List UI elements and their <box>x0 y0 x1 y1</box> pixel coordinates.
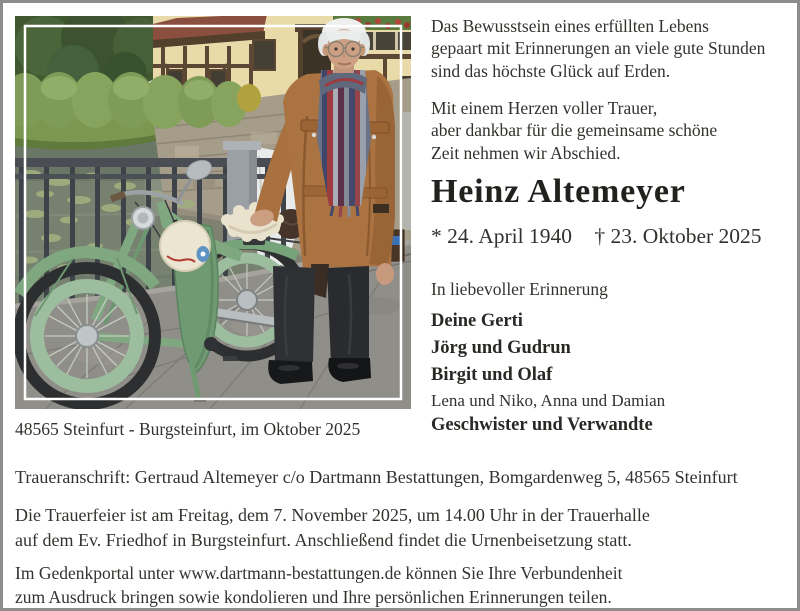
mourner-line: Jörg und Gudrun <box>431 338 571 358</box>
funeral-service-info <box>15 503 650 553</box>
memorial-portal-info <box>15 561 622 609</box>
place-date-caption: 48565 Steinfurt - Burgsteinfurt, im Oktober 2025 <box>15 419 361 439</box>
epigraph-line: gepaart mit Erinnerungen an viele gute Stunden <box>431 38 766 59</box>
trouser-leg <box>273 266 315 366</box>
service-line: auf dem Ev. Friedhof in Burgsteinfurt. Anschließend findet die Urnenbeisetzung statt. <box>15 530 632 550</box>
mourner-line: Birgit und Olaf <box>431 365 553 385</box>
life-dates <box>431 224 797 249</box>
epigraph-line: Das Bewusstsein eines erfüllten Lebens <box>431 16 709 36</box>
mourner-line: Geschwister und Verwandte <box>431 415 653 435</box>
intro-text <box>431 97 797 164</box>
shoe <box>328 358 371 382</box>
helmet <box>160 220 210 271</box>
remembrance-heading: In liebevoller Erinnerung <box>431 279 608 299</box>
mourner-line: Deine Gerti <box>431 311 523 331</box>
intro-line: Zeit nehmen wir Abschied. <box>431 142 621 163</box>
portal-line: zum Ausdruck bringen sowie kondolieren und Ihre persönlichen Erinnerungen teilen. <box>15 587 612 607</box>
death-date: † 23. Oktober 2025 <box>594 224 762 248</box>
epigraph <box>431 15 797 82</box>
intro-line: Mit einem Herzen voller Trauer, <box>431 98 658 118</box>
birth-date: * 24. April 1940 <box>431 224 572 248</box>
photo-scene <box>15 16 411 409</box>
shoe <box>268 360 313 384</box>
epigraph-line: sind das höchste Glück auf Erden. <box>431 60 671 81</box>
mourning-address: Traueranschrift: Gertraud Altemeyer c/o Dartmann Bestattungen, Bomgardenweg 5, 48565 Steinfurt <box>15 467 738 487</box>
deceased-name: Heinz Altemeyer <box>431 173 686 210</box>
service-line: Die Trauerfeier ist am Freitag, dem 7. November 2025, um 14.00 Uhr in der Trauerhalle <box>15 505 650 525</box>
memorial-photo <box>15 16 411 409</box>
front-wheel <box>19 268 155 404</box>
mourner-line: Lena und Niko, Anna und Damian <box>431 391 666 410</box>
hand <box>376 263 394 285</box>
background-pole <box>403 112 411 230</box>
trouser-leg <box>327 266 369 364</box>
intro-line: aber dankbar für die gemeinsame schöne <box>431 120 718 141</box>
portal-line: Im Gedenkportal unter www.dartmann-bestattungen.de können Sie Ihre Verbundenheit <box>15 563 623 583</box>
